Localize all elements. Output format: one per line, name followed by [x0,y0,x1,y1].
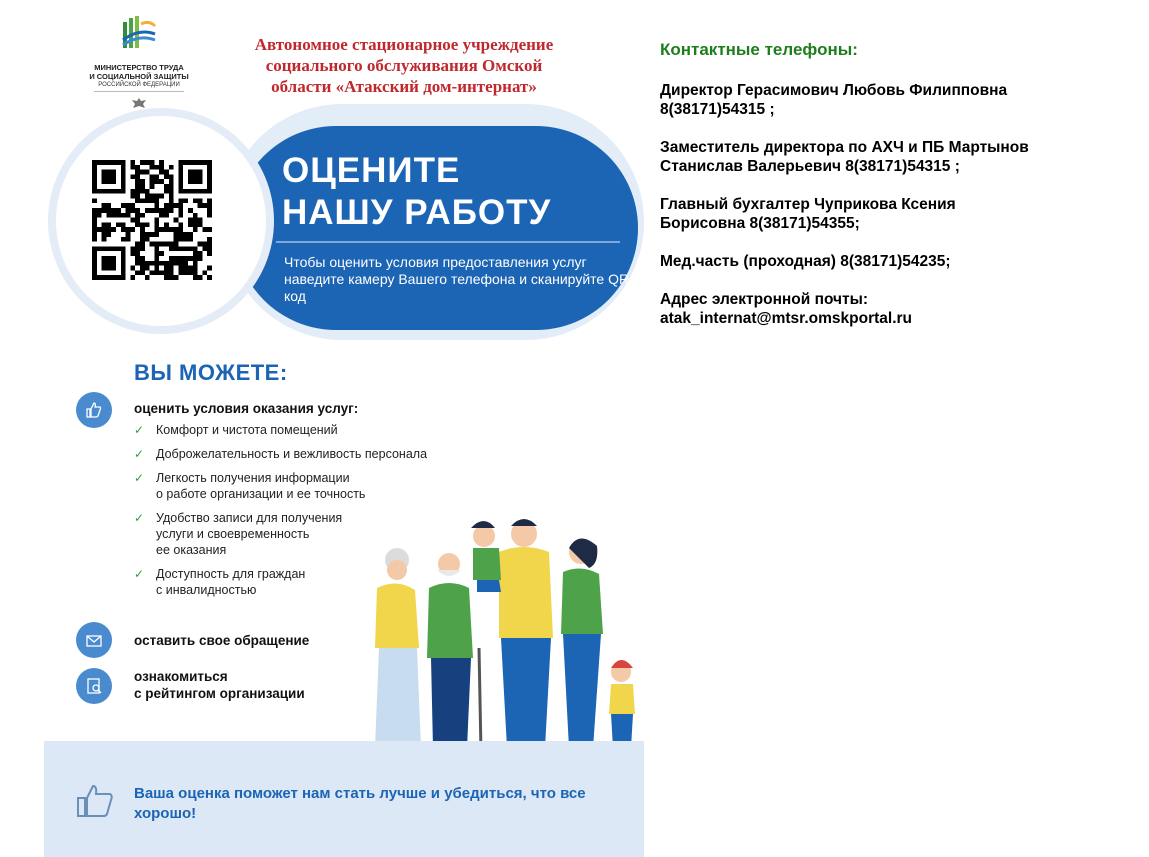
check-icon: ✓ [134,423,145,437]
bottom-message: Ваша оценка поможет нам стать лучше и убедиться, что все хорошо! [134,785,586,822]
check-icon: ✓ [134,447,145,461]
organization-title-line-3: области «Атакский дом-интернат» [271,77,537,96]
list-item [134,446,474,462]
ministry-emblem-icon [119,14,159,54]
banner-divider [276,241,620,243]
qr-code-icon[interactable] [92,160,212,280]
thumbs-up-icon [76,392,112,428]
check-icon: ✓ [134,511,145,525]
contact-medical-unit: Мед.часть (проходная) 8(38171)54235; [660,253,951,270]
rating-label-line-2: с рейтингом организации [134,686,305,701]
leave-appeal-label: оставить свое обращение [134,633,310,648]
letter-icon [76,622,112,658]
logo-line-2: И СОЦИАЛЬНОЙ ЗАЩИТЫ [89,72,189,81]
check-icon: ✓ [134,471,145,485]
banner-instructions: Чтобы оценить условия предоставления услуг наведите камеру Вашего телефона и сканируйте QR-код [284,254,634,304]
contacts-panel [660,40,1130,347]
thumbs-up-outline-icon [76,782,116,818]
list-item-text: Доступность для граждан с инвалидностью [156,567,306,597]
logo-divider [94,91,184,92]
ministry-logo [84,14,194,117]
list-item-text: Доброжелательность и вежливость персонала [156,447,428,461]
organization-title-line-2: социального обслуживания Омской [265,56,543,75]
rate-conditions-label: оценить условия оказания услуг: [134,401,359,416]
banner-title-line-2: НАШУ РАБОТУ [282,193,552,232]
list-item [134,422,474,438]
contact-deputy-director: Заместитель директора по АХЧ и ПБ Мартынов Станислав Валерьевич 8(38171)54315 ; [660,139,1029,175]
rating-label [134,668,305,702]
rating-label-line-1: ознакомиться [134,669,228,684]
logo-line-1: МИНИСТЕРСТВО ТРУДА [94,63,184,72]
list-item-text: Комфорт и чистота помещений [156,423,338,437]
contact-email: Адрес электронной почты: atak_internat@mtsr.omskportal.ru [660,291,912,327]
family-illustration [349,508,639,760]
poster [44,8,644,857]
list-item-text: Легкость получения информации о работе организации и ее точность [156,471,366,501]
organization-title [209,34,599,97]
logo-line-3: РОССИЙСКОЙ ФЕДЕРАЦИИ [98,82,180,88]
banner-title [282,150,551,234]
contact-chief-accountant: Главный бухгалтер Чуприкова Ксения Борисовна 8(38171)54355; [660,196,956,232]
contact-director: Директор Герасимович Любовь Филипповна 8(38171)54315 ; [660,82,1008,118]
you-can-heading: ВЫ МОЖЕТЕ: [134,360,288,385]
list-item [134,470,474,502]
contacts-title: Контактные телефоны: [660,40,858,59]
check-icon: ✓ [134,567,145,581]
banner-title-line-1: ОЦЕНИТЕ [282,151,461,190]
rating-document-icon [76,668,112,704]
organization-title-line-1: Автономное стационарное учреждение [254,35,554,54]
list-item-text: Удобство записи для получения услуги и своевременность ее оказания [156,511,343,557]
